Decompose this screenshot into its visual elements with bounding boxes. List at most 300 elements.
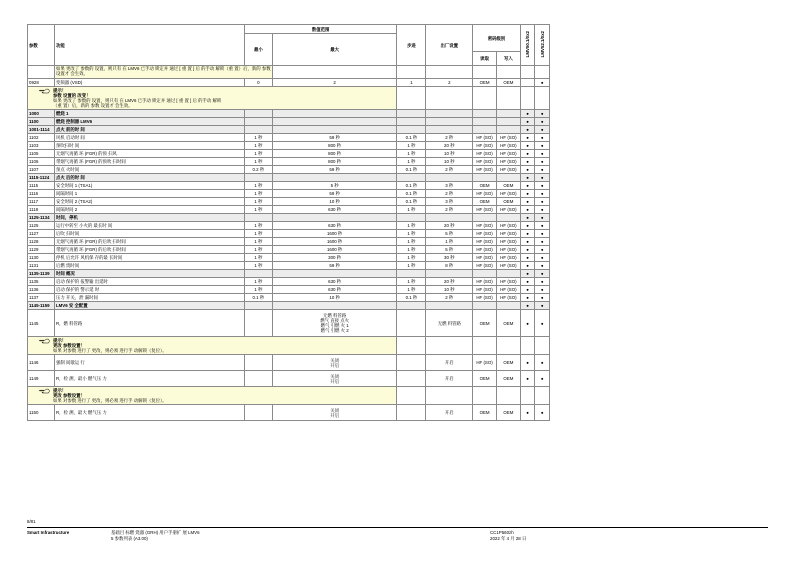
cell-max: 59 秒 bbox=[272, 134, 397, 142]
table-row bbox=[28, 158, 550, 166]
cell-f: 压力 开关，泄 漏时间 bbox=[54, 294, 244, 302]
cell-w: HF (SO) bbox=[497, 166, 521, 174]
cell-min: 1 秒 bbox=[244, 182, 272, 190]
cell-p: 1128 bbox=[28, 238, 55, 246]
empty-cell bbox=[272, 126, 397, 134]
empty-cell bbox=[426, 270, 473, 278]
cell-fac: 无燃 料管路 bbox=[426, 310, 473, 337]
cell-r: OEM bbox=[473, 371, 497, 387]
table-row bbox=[28, 355, 550, 371]
cell-w: HF (SO) bbox=[497, 206, 521, 214]
cell-step: 1 秒 bbox=[397, 158, 426, 166]
cell-min bbox=[244, 405, 272, 421]
cell-f: 运行中转至 小火的 最长时 间 bbox=[54, 222, 244, 230]
cell-r: OEM bbox=[473, 79, 497, 87]
empty-cell bbox=[497, 87, 521, 110]
empty-cell bbox=[473, 126, 497, 134]
cell-b: ● bbox=[535, 158, 550, 166]
cell-min: 1 秒 bbox=[244, 286, 272, 294]
cell-min bbox=[244, 355, 272, 371]
note-line: 如果 对参数 进行了 更改，则必须 进行手 动解锁（复位）。 bbox=[53, 348, 167, 353]
param-id: 1145 bbox=[28, 310, 55, 337]
empty-cell bbox=[426, 126, 473, 134]
table-row bbox=[28, 150, 550, 158]
cell-fac: 2 秒 bbox=[426, 294, 473, 302]
cell-w: HF (SO) bbox=[497, 142, 521, 150]
cell-min bbox=[244, 310, 272, 337]
cell-fac: 开启 bbox=[426, 355, 473, 371]
cell-r: OEM bbox=[473, 182, 497, 190]
cell-fac: 20 秒 bbox=[426, 222, 473, 230]
cell-min: 1 秒 bbox=[244, 150, 272, 158]
option-line: 燃气 引燃 火 2 bbox=[320, 328, 349, 333]
empty-cell bbox=[272, 110, 397, 118]
cell-max-options bbox=[272, 371, 397, 387]
cell-r: OEM bbox=[473, 198, 497, 206]
cell-f: 启动 保护的 报警输 出延时 bbox=[54, 278, 244, 286]
cell-min: 1 秒 bbox=[244, 206, 272, 214]
lmv50-dot: ● bbox=[520, 302, 535, 310]
note-cell bbox=[28, 87, 397, 110]
empty-cell bbox=[473, 270, 497, 278]
cell-b: ● bbox=[535, 310, 550, 337]
cell-fac: 开启 bbox=[426, 371, 473, 387]
table-row bbox=[28, 387, 550, 405]
cell-p: 1103 bbox=[28, 142, 55, 150]
cell-w: HF (SO) bbox=[497, 134, 521, 142]
cell-b: ● bbox=[535, 371, 550, 387]
cell-fac: 3 秒 bbox=[426, 198, 473, 206]
cell-w: HF (SO) bbox=[497, 246, 521, 254]
empty-cell bbox=[473, 174, 497, 182]
cell-r: OEM bbox=[473, 405, 497, 421]
header-password: 密码级别 bbox=[473, 25, 521, 52]
cell-b: ● bbox=[535, 238, 550, 246]
lmv52-dot: ● bbox=[535, 174, 550, 182]
empty-cell bbox=[397, 337, 426, 355]
empty-cell bbox=[473, 302, 497, 310]
empty-cell bbox=[397, 126, 426, 134]
cell-step: 1 秒 bbox=[397, 262, 426, 270]
empty-cell bbox=[497, 174, 521, 182]
header-step: 步进 bbox=[397, 25, 426, 66]
cell-fac: 10 秒 bbox=[426, 150, 473, 158]
option-line: 关闭 bbox=[330, 373, 340, 379]
cell-a: ● bbox=[520, 405, 535, 421]
cell-r: HF (SO) bbox=[473, 355, 497, 371]
empty-cell bbox=[272, 174, 397, 182]
cell-a: ● bbox=[520, 262, 535, 270]
cell-p: 1107 bbox=[28, 166, 55, 174]
lmv52-dot: ● bbox=[535, 110, 550, 118]
header-min: 最小 bbox=[244, 34, 272, 66]
empty-cell bbox=[535, 87, 550, 110]
cell-min: 1 秒 bbox=[244, 278, 272, 286]
cell-f: 停机 后允许 风机保 存的最 长时间 bbox=[54, 254, 244, 262]
cell-step: 1 秒 bbox=[397, 230, 426, 238]
param-id: 1001-1114 bbox=[28, 126, 55, 134]
empty-cell bbox=[426, 118, 473, 126]
lmv52-dot: ● bbox=[535, 302, 550, 310]
note-cell bbox=[28, 337, 397, 355]
header-lmv50: LMV50.1/0x2 bbox=[520, 25, 535, 66]
group-title: 时间 概况 bbox=[54, 270, 244, 278]
option-line: 关闭 bbox=[330, 357, 340, 363]
empty-cell bbox=[397, 87, 426, 110]
empty-cell bbox=[473, 118, 497, 126]
cell-p: 1117 bbox=[28, 198, 55, 206]
cell-f: 安全时间 2 (TSA2) bbox=[54, 198, 244, 206]
table-row bbox=[28, 278, 550, 286]
cell-max: 630 秒 bbox=[272, 286, 397, 294]
empty-cell bbox=[426, 302, 473, 310]
cell-b: ● bbox=[535, 246, 550, 254]
cell-p: 1105 bbox=[28, 150, 55, 158]
cell-r: OEM bbox=[473, 310, 497, 337]
cell-fac: 1 秒 bbox=[426, 238, 473, 246]
param-id: 1100 bbox=[28, 118, 55, 126]
cell-step: 1 秒 bbox=[397, 238, 426, 246]
cell-min: 1 秒 bbox=[244, 142, 272, 150]
group-title: 点火 后的时 间 bbox=[54, 174, 244, 182]
table-row bbox=[28, 182, 550, 190]
table-row bbox=[28, 110, 550, 118]
cell-f: 间隔时间 2 bbox=[54, 206, 244, 214]
cell-p: 1130 bbox=[28, 254, 55, 262]
header-max: 最大 bbox=[272, 34, 397, 66]
cell-max-options bbox=[272, 405, 397, 421]
empty-cell bbox=[272, 270, 397, 278]
cell-b: ● bbox=[535, 405, 550, 421]
cell-b: ● bbox=[535, 254, 550, 262]
empty-cell bbox=[272, 118, 397, 126]
cell-step: 1 秒 bbox=[397, 142, 426, 150]
note-line: 如果 更改了 参数的 设置，则只有 在 LMV6 已手动 锁定并 通过 [ 重 置 ] 后 的手动 解锁 bbox=[53, 98, 222, 103]
note-line: 更改 参数设置！ bbox=[53, 393, 85, 398]
note-body bbox=[53, 388, 167, 403]
table-row bbox=[28, 246, 550, 254]
note-line: 参数 设置的 改变！ bbox=[53, 93, 91, 98]
lmv52-dot: ● bbox=[535, 214, 550, 222]
empty-cell bbox=[497, 337, 521, 355]
cell-p: 1135 bbox=[28, 278, 55, 286]
empty-cell bbox=[244, 302, 272, 310]
cell-min bbox=[244, 371, 272, 387]
cell-min: 1 秒 bbox=[244, 158, 272, 166]
cell-max: 2 bbox=[272, 79, 397, 87]
cell-step bbox=[397, 310, 426, 337]
cell-w: OEM bbox=[497, 371, 521, 387]
cell-min: 1 秒 bbox=[244, 246, 272, 254]
cell-max: 800 秒 bbox=[272, 150, 397, 158]
empty-cell bbox=[535, 387, 550, 405]
cell-p: 1136 bbox=[28, 286, 55, 294]
empty-cell bbox=[426, 174, 473, 182]
cell-f: 间隔时间 1 bbox=[54, 190, 244, 198]
param-function: R，检 测，最小 燃气压 力 bbox=[54, 371, 244, 387]
cell-p: 1125 bbox=[28, 222, 55, 230]
table-row bbox=[28, 190, 550, 198]
cell-f: 无烟气再循 环 (FGR) 的后吹 扫时间 bbox=[54, 238, 244, 246]
param-id: 1146 bbox=[28, 355, 55, 371]
cell-p: 0928 bbox=[28, 79, 55, 87]
cell-r: HF (SO) bbox=[473, 150, 497, 158]
cell-fac: 3 秒 bbox=[426, 182, 473, 190]
param-id: 1125-1134 bbox=[28, 214, 55, 222]
company-name: Smart Infrastructure bbox=[27, 530, 70, 535]
note-hand-icon bbox=[39, 338, 50, 345]
cell-step bbox=[397, 371, 426, 387]
cell-r: HF (SO) bbox=[473, 222, 497, 230]
empty-cell bbox=[244, 174, 272, 182]
cell-w: HF (SO) bbox=[497, 190, 521, 198]
note-body bbox=[53, 88, 221, 108]
cell-step: 0.1 秒 bbox=[397, 166, 426, 174]
cell-f: 安全时间 1 (TSA1) bbox=[54, 182, 244, 190]
cell-w: OEM bbox=[497, 79, 521, 87]
empty-cell bbox=[497, 302, 521, 310]
empty-cell bbox=[497, 118, 521, 126]
cell-w: HF (SO) bbox=[497, 254, 521, 262]
cell-step bbox=[397, 405, 426, 421]
table-row bbox=[28, 174, 550, 182]
cell-a: ● bbox=[520, 286, 535, 294]
cell-min: 1 秒 bbox=[244, 238, 272, 246]
cell-min: 1 秒 bbox=[244, 134, 272, 142]
cell-max: 630 秒 bbox=[272, 222, 397, 230]
param-id: 1150 bbox=[28, 405, 55, 421]
doc-date: 2022 年 4 月 28 日 bbox=[490, 536, 527, 541]
lmv50-dot: ● bbox=[520, 270, 535, 278]
cell-f: 带烟气再循 环 (FGR) 的预吹 扫时间 bbox=[54, 158, 244, 166]
option-line: 燃气 直接 点火 bbox=[320, 318, 350, 323]
cell-step: 1 秒 bbox=[397, 246, 426, 254]
cell-r: HF (SO) bbox=[473, 190, 497, 198]
cell-w: OEM bbox=[497, 182, 521, 190]
cell-step: 1 秒 bbox=[397, 222, 426, 230]
cell-step: 0.1 秒 bbox=[397, 134, 426, 142]
cell-w: HF (SO) bbox=[497, 262, 521, 270]
cell-w: HF (SO) bbox=[497, 238, 521, 246]
empty-cell bbox=[244, 118, 272, 126]
cell-r: HF (SO) bbox=[473, 254, 497, 262]
empty-cell bbox=[244, 126, 272, 134]
header-write: 写入 bbox=[497, 52, 521, 66]
empty-cell bbox=[520, 337, 535, 355]
empty-cell bbox=[244, 270, 272, 278]
cell-w: OEM bbox=[497, 310, 521, 337]
cell-max: 300 秒 bbox=[272, 254, 397, 262]
cell-step: 1 bbox=[397, 79, 426, 87]
cell-fac: 5 秒 bbox=[426, 230, 473, 238]
cell-f: 启动 保护的 警示延 时 bbox=[54, 286, 244, 294]
note-line: 如果 对参数 进行了 更改，则必须 进行手 动解锁（复位）。 bbox=[53, 398, 167, 403]
cell-min: 0.1 秒 bbox=[244, 294, 272, 302]
cell-min: 0.2 秒 bbox=[244, 166, 272, 174]
table-row bbox=[28, 230, 550, 238]
cell-b: ● bbox=[535, 230, 550, 238]
param-id: 1115-1124 bbox=[28, 174, 55, 182]
cell-max: 1600 秒 bbox=[272, 246, 397, 254]
cell-fac: 20 秒 bbox=[426, 278, 473, 286]
cell-p: 1115 bbox=[28, 182, 55, 190]
option-line: 无燃 料管路 bbox=[323, 313, 347, 318]
cell-fac: 5 秒 bbox=[426, 246, 473, 254]
cell-r: HF (SO) bbox=[473, 158, 497, 166]
cell-r: HF (SO) bbox=[473, 206, 497, 214]
empty-cell bbox=[473, 110, 497, 118]
option-line: 关闭 bbox=[330, 407, 340, 413]
table-row bbox=[28, 166, 550, 174]
lmv50-dot: ● bbox=[520, 174, 535, 182]
param-id: 1145-1159 bbox=[28, 302, 55, 310]
cell-p: 1127 bbox=[28, 230, 55, 238]
empty-cell bbox=[397, 270, 426, 278]
cell-f: 后吹 扫时间 bbox=[54, 230, 244, 238]
group-title: 燃烧 1 bbox=[54, 110, 244, 118]
note-line: 提示！ bbox=[53, 338, 67, 343]
cell-w: OEM bbox=[497, 198, 521, 206]
table-row bbox=[28, 371, 550, 387]
cell-a: ● bbox=[520, 190, 535, 198]
cell-a: ● bbox=[520, 158, 535, 166]
cell-step: 0.1 秒 bbox=[397, 190, 426, 198]
empty-cell bbox=[497, 214, 521, 222]
cell-step: 1 秒 bbox=[397, 286, 426, 294]
cell-r: HF (SO) bbox=[473, 262, 497, 270]
cell-b: ● bbox=[535, 206, 550, 214]
cell-a: ● bbox=[520, 198, 535, 206]
cell-a: ● bbox=[520, 355, 535, 371]
cell-w: HF (SO) bbox=[497, 158, 521, 166]
cell-step bbox=[397, 355, 426, 371]
cell-max: 800 秒 bbox=[272, 142, 397, 150]
cell-fac: 2 bbox=[426, 79, 473, 87]
cell-f: 预吹扫时 间 bbox=[54, 142, 244, 150]
cell-p: 1116 bbox=[28, 190, 55, 198]
lmv50-dot: ● bbox=[520, 126, 535, 134]
cell-a: ● bbox=[520, 310, 535, 337]
cell-a: ● bbox=[520, 238, 535, 246]
cell-w: HF (SO) bbox=[497, 222, 521, 230]
lmv52-dot: ● bbox=[535, 126, 550, 134]
option-line: 燃气 引燃 火 1 bbox=[320, 323, 349, 328]
empty-cell bbox=[535, 337, 550, 355]
cell-f: 预点 火时间 bbox=[54, 166, 244, 174]
cell-fac: 2 秒 bbox=[426, 190, 473, 198]
empty-cell bbox=[397, 110, 426, 118]
table-row bbox=[28, 262, 550, 270]
table-row bbox=[28, 87, 550, 110]
cell-max: 59 秒 bbox=[272, 262, 397, 270]
cell-max: 10 秒 bbox=[272, 198, 397, 206]
lmv50-dot: ● bbox=[520, 110, 535, 118]
param-id: 1000 bbox=[28, 110, 55, 118]
cell-fac: 开启 bbox=[426, 405, 473, 421]
cell-b: ● bbox=[535, 166, 550, 174]
table-row bbox=[28, 254, 550, 262]
lmv52-dot: ● bbox=[535, 270, 550, 278]
table-row bbox=[28, 286, 550, 294]
cell-w: HF (SO) bbox=[497, 278, 521, 286]
table-row bbox=[28, 142, 550, 150]
cell-max: 630 秒 bbox=[272, 206, 397, 214]
cell-max: 10 秒 bbox=[272, 294, 397, 302]
note-body bbox=[53, 338, 167, 353]
option-line: 开启 bbox=[330, 362, 340, 368]
cell-fac: 10 秒 bbox=[426, 158, 473, 166]
cell-b: ● bbox=[535, 134, 550, 142]
cell-fac: 2 秒 bbox=[426, 134, 473, 142]
cell-f: 后燃 烧时间 bbox=[54, 262, 244, 270]
param-id: 1149 bbox=[28, 371, 55, 387]
cell-w: OEM bbox=[497, 405, 521, 421]
table-row bbox=[28, 126, 550, 134]
cell-p: 1106 bbox=[28, 158, 55, 166]
header-range: 数值范围 bbox=[244, 25, 397, 34]
cell-max: 5 秒 bbox=[272, 182, 397, 190]
cell-min: 1 秒 bbox=[244, 254, 272, 262]
cell-r: HF (SO) bbox=[473, 142, 497, 150]
option-line: 开启 bbox=[330, 412, 340, 418]
cell-max: 1600 秒 bbox=[272, 238, 397, 246]
doc-section: 5 参数列表 (A3.00) bbox=[111, 536, 148, 541]
param-function: 强制 间歇运 行 bbox=[54, 355, 244, 371]
cell-b: ● bbox=[535, 222, 550, 230]
cell-b: ● bbox=[535, 79, 550, 87]
cell-fac: 2 秒 bbox=[426, 166, 473, 174]
group-title: 点火 前的时 间 bbox=[54, 126, 244, 134]
cell-b: ● bbox=[535, 278, 550, 286]
cell-p: 1118 bbox=[28, 206, 55, 214]
cell-min: 1 秒 bbox=[244, 262, 272, 270]
cell-min: 1 秒 bbox=[244, 230, 272, 238]
cell-step: 1 秒 bbox=[397, 278, 426, 286]
cell-a: ● bbox=[520, 371, 535, 387]
empty-cell bbox=[272, 214, 397, 222]
cell-a: ● bbox=[520, 142, 535, 150]
footer-divider bbox=[27, 527, 768, 528]
cell-b: ● bbox=[535, 294, 550, 302]
table-row bbox=[28, 79, 550, 87]
cell-p: 1102 bbox=[28, 134, 55, 142]
cell-w: HF (SO) bbox=[497, 150, 521, 158]
cell-fac: 20 秒 bbox=[426, 142, 473, 150]
cell-max: 800 秒 bbox=[272, 158, 397, 166]
cell-a: ● bbox=[520, 222, 535, 230]
cell-a: ● bbox=[520, 278, 535, 286]
param-id: 1135-1139 bbox=[28, 270, 55, 278]
cell-r: HF (SO) bbox=[473, 294, 497, 302]
empty-cell bbox=[426, 337, 473, 355]
cell-f: 无烟气再循 环 (FGR) 的预 扫风 bbox=[54, 150, 244, 158]
empty-cell bbox=[397, 174, 426, 182]
cell-fac: 10 秒 bbox=[426, 286, 473, 294]
cell-f: 带烟气再循 环 (FGR) 的后吹 扫时间 bbox=[54, 246, 244, 254]
cell-b: ● bbox=[535, 355, 550, 371]
empty-cell bbox=[497, 110, 521, 118]
parameter-table bbox=[27, 24, 550, 421]
cell-p: 1129 bbox=[28, 246, 55, 254]
cell-b: ● bbox=[535, 182, 550, 190]
cell-a: ● bbox=[520, 294, 535, 302]
lmv50-dot: ● bbox=[520, 118, 535, 126]
cell-max: 1600 秒 bbox=[272, 230, 397, 238]
empty-cell bbox=[473, 87, 497, 110]
cell-p: 1137 bbox=[28, 294, 55, 302]
cell-a: ● bbox=[520, 134, 535, 142]
cell-min: 1 秒 bbox=[244, 222, 272, 230]
